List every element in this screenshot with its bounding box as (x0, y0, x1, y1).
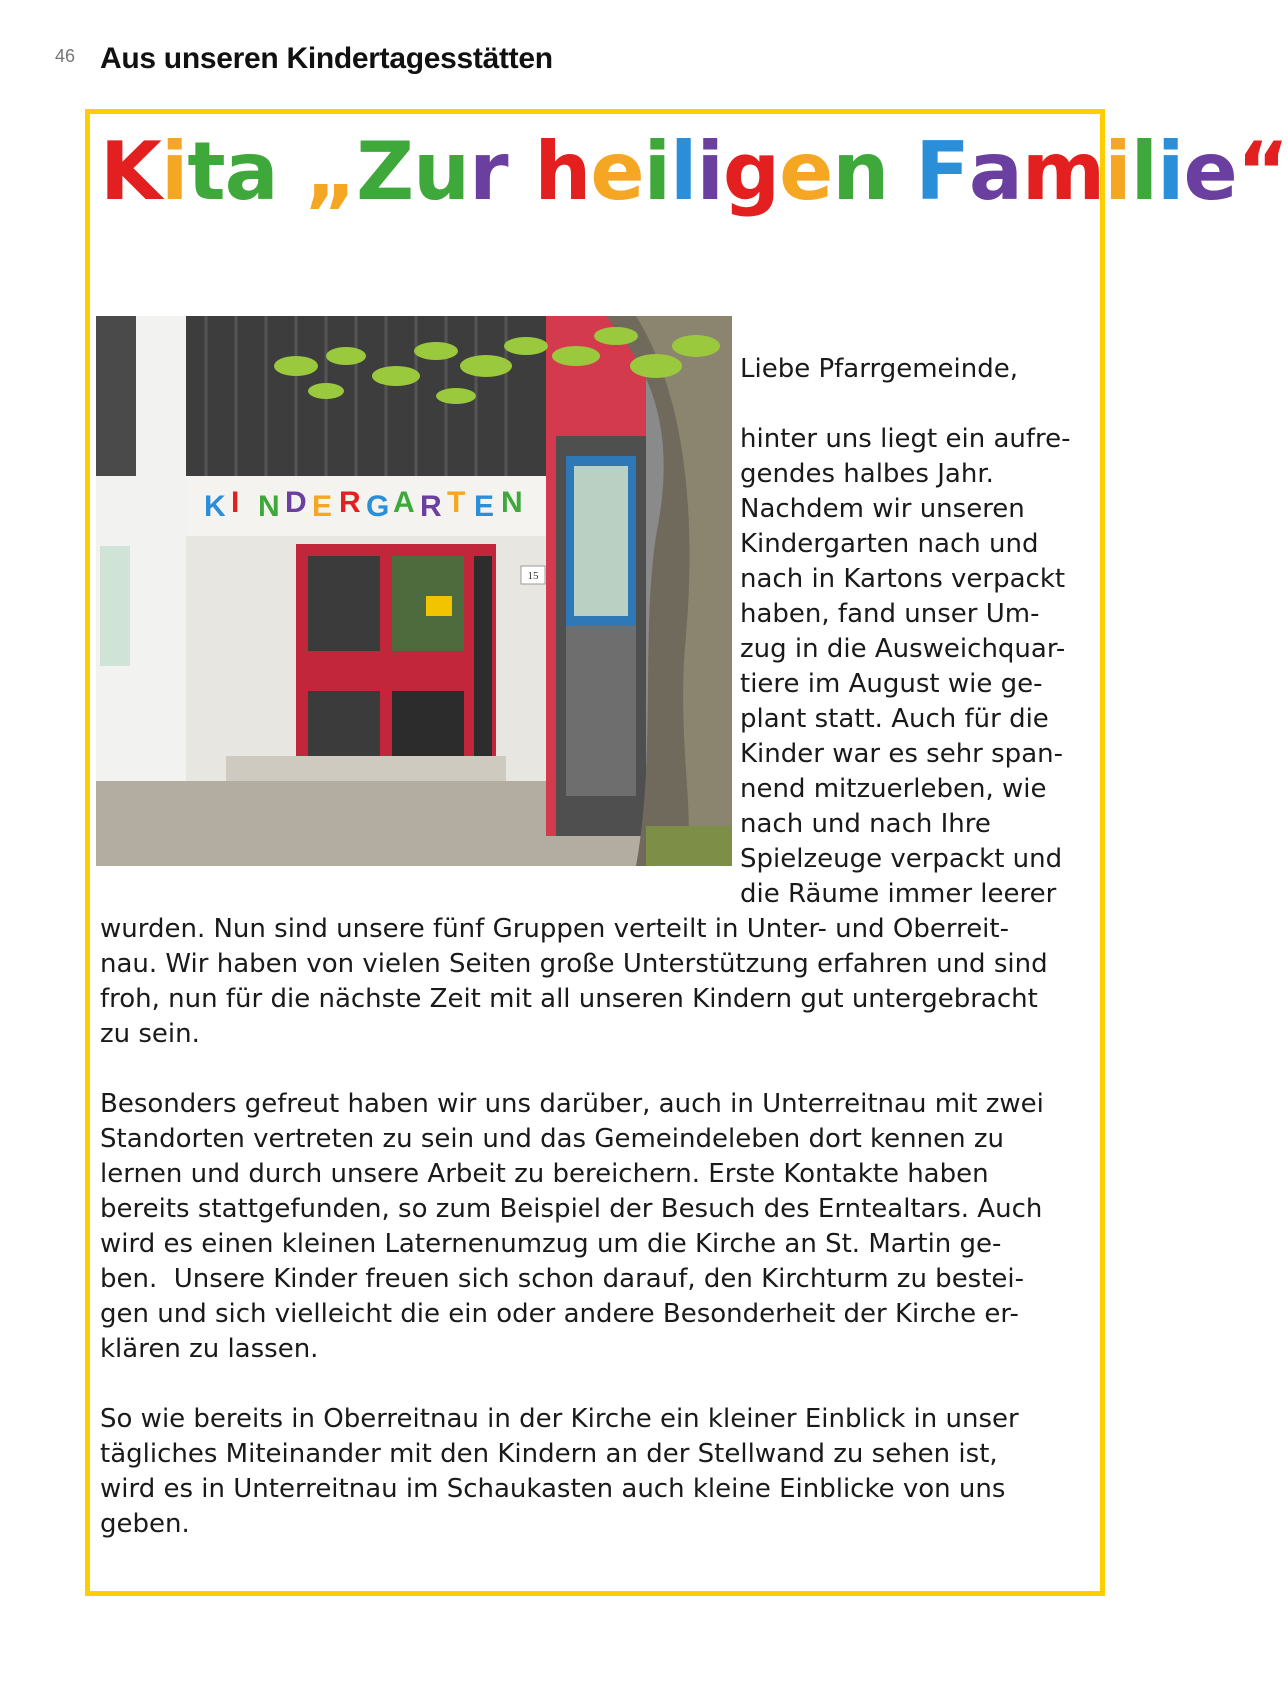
title-letter: n (832, 125, 889, 218)
title-letter (508, 132, 535, 212)
title-letter (888, 132, 915, 212)
title-letter: a (224, 125, 278, 218)
sign-letter: D (285, 486, 307, 519)
sign-letter: G (366, 490, 390, 523)
intro-paragraph-continued: wurden. Nun sind unsere fünf Gruppen verteilt in Unter- und Oberreit- nau. Wir haben von vielen Seiten große Unterstützung erfahren und sind froh, nun für die nächste Zeit mit all unseren Kindern gut untergebracht zu sein. (100, 914, 1048, 1049)
title-letter: Z (356, 125, 414, 218)
greeting: Liebe Pfarrgemeinde, (740, 354, 1018, 384)
intro-paragraph-wrapped: hinter uns liegt ein aufre- gendes halbes Jahr. Nachdem wir unseren Kindergarten nach und nach in Kartons verpackt haben, fand unser Um- zug in die Ausweichquar- tiere im August wie ge- plant statt. Auch für die Kinder war es sehr span- nend mitzuerleben, wie nach und nach Ihre Spielzeuge verpackt und die Räume immer leerer (740, 424, 1071, 909)
title-letter: l (670, 125, 697, 218)
sign-letter: E (312, 490, 333, 523)
title-letter: F (915, 125, 969, 218)
title-letter: g (722, 125, 780, 218)
article-title (100, 125, 1288, 218)
sign-letter: I (231, 486, 240, 519)
title-letter: t (187, 125, 225, 218)
sign-letter: E (474, 490, 495, 523)
house-number: 15 (527, 570, 539, 582)
sign-letter: R (420, 490, 442, 523)
title-letter: “ (1236, 125, 1288, 218)
title-letter: m (1021, 125, 1105, 218)
sign-letter: A (393, 486, 415, 519)
title-letter: a (968, 125, 1022, 218)
title-letter: i (1157, 125, 1184, 218)
title-letter: l (1130, 125, 1158, 218)
title-letter: i (1104, 125, 1131, 218)
title-letter: e (590, 125, 644, 218)
title-letter: K (100, 125, 161, 218)
section-header: Aus unseren Kindertagesstätten (100, 42, 553, 75)
sign-letter: N (258, 490, 280, 523)
sign-letter: T (447, 486, 466, 519)
title-letter: u (413, 125, 470, 218)
title-letter (278, 132, 305, 212)
title-letter: h (534, 125, 591, 218)
title-letter: e (1183, 125, 1237, 218)
sign-letter: K (204, 490, 226, 523)
sign-letter: N (501, 486, 523, 519)
paragraph-3: So wie bereits in Oberreitnau in der Kirche ein kleiner Einblick in unser tägliches Miteinander mit den Kindern an der Stellwand zu sehen ist, wird es in Unterreitnau im Schaukasten auch kleine Einblicke von uns geben. (100, 1404, 1019, 1539)
title-letter: „ (304, 125, 357, 218)
sign-letter: R (339, 486, 361, 519)
title-letter: i (643, 125, 671, 218)
title-letter: e (779, 125, 833, 218)
paragraph-2: Besonders gefreut haben wir uns darüber, auch in Unterreitnau mit zwei Standorten vertreten zu sein und das Gemeindeleben dort kennen zu lernen und durch unsere Arbeit zu bereichern. Erste Kontakte haben bereits stattgefunden, so zum Beispiel der Besuch des Erntealtars. Auch wird es einen kleinen Laternenumzug um die Kirche an St. Martin ge- ben. Unsere Kinder freuen sich schon darauf, den Kirchturm zu bestei- gen und sich vielleicht die ein oder andere Besonderheit der Kirche er- klären zu lassen. (100, 1089, 1044, 1364)
title-letter: r (469, 125, 508, 218)
title-letter: i (161, 125, 188, 218)
kindergarten-entrance-photo (96, 316, 732, 866)
title-letter: i (696, 125, 723, 218)
page-number: 46 (55, 46, 76, 66)
